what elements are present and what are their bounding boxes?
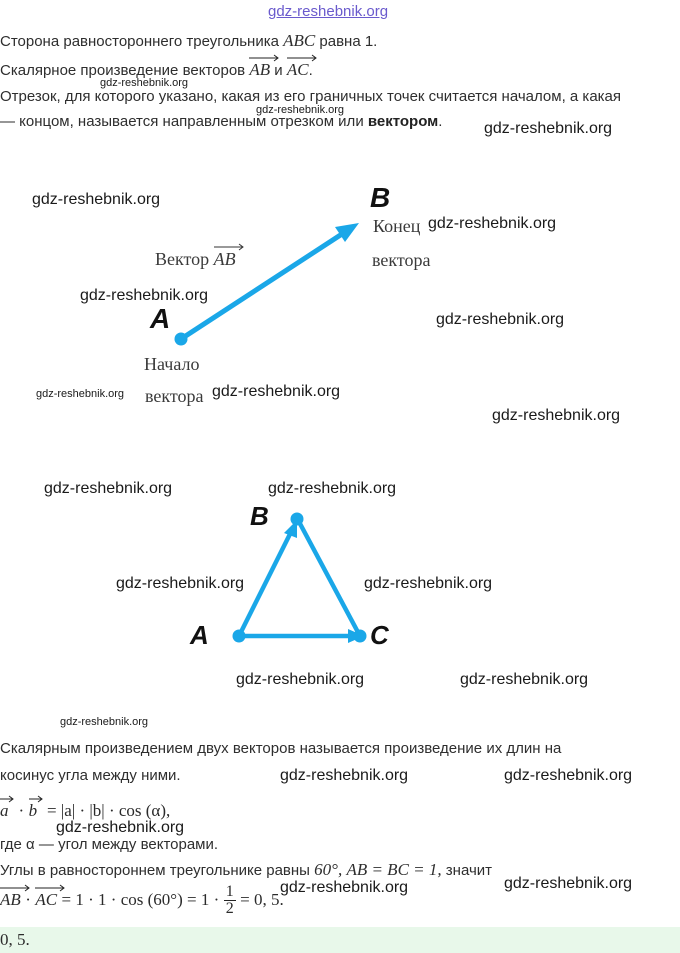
vector-ab: AB [249,54,270,80]
where-line: где α — угол между векторами. [0,836,219,853]
watermark: gdz-reshebnik.org [504,875,633,892]
problem-and: и [274,62,283,79]
fraction-one-half: $\frac{1}{2}$ [225,883,234,918]
end-label-1: Конец [373,216,421,236]
watermark: gdz-reshebnik.org [504,767,633,784]
vector-ab-calc: AB [0,884,21,910]
point-b [291,513,304,526]
watermark: gdz-reshebnik.org [44,480,173,497]
dot-product-formula: a · b = |a| · |b| · cos (α), [0,795,170,821]
vector-caption: Вектор AB [155,243,236,270]
watermark: gdz-reshebnik.org [436,311,565,328]
watermark: gdz-reshebnik.org [460,671,589,688]
watermark: gdz-reshebnik.org [492,407,621,424]
problem-line-2: Скалярное произведение векторов AB и AC. [0,54,313,80]
end-label-2: вектора [372,250,431,270]
vector-arrow-icon [0,884,30,892]
term-vector: вектором [367,113,439,130]
angles-line: Углы в равностороннем треугольнике равны 60°, AB = BC = 1, значит [0,860,493,879]
formula-rest: = |a| · |b| · cos (α), [47,801,171,820]
watermark: gdz-reshebnik.org [256,104,345,116]
watermark: gdz-reshebnik.org [268,480,397,497]
triangle-c-label: C [370,620,389,650]
vector-a: a [0,795,14,821]
watermark-top[interactable]: gdz-reshebnik.org [268,3,389,20]
vector-start-point [175,333,188,346]
watermark: gdz-reshebnik.org [484,120,613,137]
watermark: gdz-reshebnik.org [212,383,341,400]
answer-box [0,927,680,953]
vector-arrow-icon [287,54,317,62]
definition-line-1: Отрезок, для которого указано, какая из его граничных точек считается началом, а какая [0,88,622,105]
definition-line-2: — концом, называется направленным отрезком или вектором. [0,113,443,130]
watermark: gdz-reshebnik.org [428,215,557,232]
problem-line-1-end: равна 1. [319,33,378,50]
triangle-name: ABC [283,31,316,50]
watermark: gdz-reshebnik.org [364,575,493,592]
triangle-a-label: A [190,620,209,650]
vector-arrow-icon [0,795,14,803]
answer-value: 0, 5. [0,930,30,949]
watermark: gdz-reshebnik.org [280,879,409,896]
problem-line-1 [0,31,377,51]
start-label-1: Начало [144,354,200,374]
side-bc [297,518,360,636]
vector-arrow-icon [249,54,279,62]
watermark: gdz-reshebnik.org [280,767,409,784]
watermark: gdz-reshebnik.org [60,716,149,728]
vector-arrow-icon [214,243,244,251]
watermark: gdz-reshebnik.org [32,191,161,208]
vector-arrow-icon [29,795,43,803]
explanation-line-1: Скалярным произведением двух векторов называется произведение их длин на [0,740,562,757]
watermark: gdz-reshebnik.org [36,388,125,400]
explanation-line-2: косинус угла между ними. [0,767,181,784]
calculation-line: AB · AC = 1 · 1 · cos (60°) = 1 · $\frac{1}{2}$ = 0, 5. [0,883,284,918]
triangle-diagram [0,500,680,660]
watermark: gdz-reshebnik.org [236,671,365,688]
point-b-label: B [370,182,391,213]
watermark: gdz-reshebnik.org [100,77,189,89]
vector-ab-caption: AB [214,243,236,270]
watermark: gdz-reshebnik.org [56,819,185,836]
problem-line-2-text: Скалярное произведение векторов [0,62,246,79]
watermark: gdz-reshebnik.org [80,287,209,304]
vector-arrow-icon [35,884,65,892]
vector-b: b [29,795,43,821]
triangle-b-label: B [250,501,269,531]
start-label-2: вектора [145,386,204,406]
watermark: gdz-reshebnik.org [116,575,245,592]
side-ab [239,532,291,636]
point-a [233,630,246,643]
point-c [354,630,367,643]
vector-ac: AC [287,54,309,80]
point-a-label: A [150,303,171,334]
vector-ac-calc: AC [35,884,57,910]
problem-line-1-text: Сторона равностороннего треугольника [0,33,279,50]
